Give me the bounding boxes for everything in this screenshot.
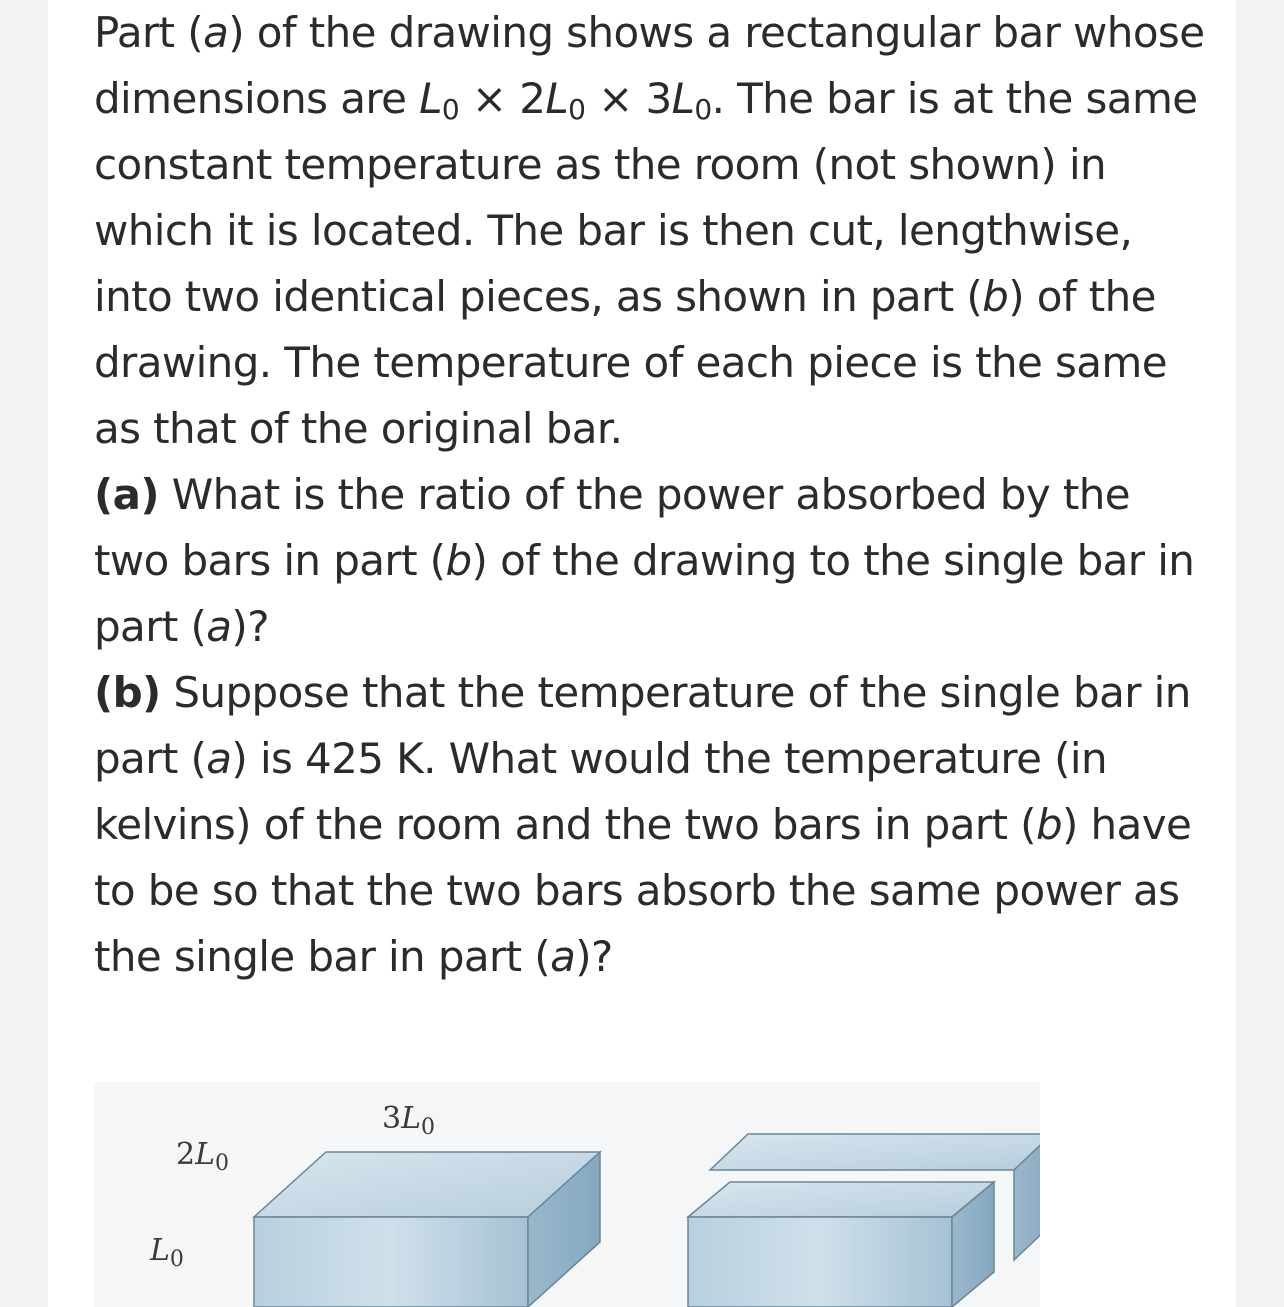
question-part-b (94, 660, 1214, 990)
height-label: $L_0$ (150, 1233, 184, 1272)
bar-diagram (94, 1082, 1040, 1307)
single-bar (254, 1152, 600, 1307)
question-part-a (94, 462, 1214, 660)
question-intro (94, 0, 1214, 462)
part-b-label: (b) (94, 668, 161, 717)
intro-text: . The bar is at the same constant temperature as the room (not shown) in which it is located. The bar is then cut, lengthwise, into two identical pieces, as shown in part ( (94, 74, 1198, 321)
front-half-bar-top-face (688, 1182, 994, 1217)
intro-text: × 3 (585, 74, 672, 123)
front-half-bar-front-face (688, 1217, 952, 1307)
part-b-text: )? (575, 932, 613, 981)
front-half-bar (688, 1182, 994, 1307)
intro-text: ) of the drawing shows a rectangular bar whose dimensions are (94, 8, 1205, 123)
math-subscript: 0 (694, 93, 712, 126)
question-text (94, 0, 1214, 990)
part-ref: a (550, 932, 576, 981)
part-ref: b (1035, 800, 1062, 849)
part-b-text: ) have to be so that the two bars absorb the same power as the single bar in part ( (94, 800, 1192, 981)
bar-figure (94, 1082, 1040, 1307)
length-label: $3L_0$ (382, 1101, 436, 1140)
back-half-bar-top-face (710, 1134, 1040, 1170)
width-label: $2L_0$ (176, 1137, 230, 1176)
intro-part-ref: a (203, 8, 229, 57)
single-bar-front-face (254, 1217, 528, 1307)
part-a-label: (a) (94, 470, 159, 519)
part-ref: a (206, 602, 232, 651)
part-a-text: What is the ratio of the power absorbed by the two bars in part ( (94, 470, 1130, 585)
math-symbol: L (671, 74, 695, 123)
part-a-text: ) of the drawing to the single bar in part ( (94, 536, 1195, 651)
math-subscript: 0 (568, 93, 586, 126)
intro-part-ref: b (982, 272, 1009, 321)
part-b-text: ) is 425 K. What would the temperature (in kelvins) of the room and the two bars in part ( (94, 734, 1107, 849)
part-ref: a (206, 734, 232, 783)
question-page (48, 0, 1236, 1307)
intro-text: Part ( (94, 8, 204, 57)
intro-text: ) of the drawing. The temperature of each piece is the same as that of the original bar. (94, 272, 1167, 453)
part-b-text: Suppose that the temperature of the single bar in part ( (94, 668, 1191, 783)
part-a-text: )? (231, 602, 269, 651)
part-ref: b (445, 536, 472, 585)
math-symbol: L (419, 74, 442, 123)
math-symbol: L (545, 74, 569, 123)
intro-text: × 2 (459, 74, 546, 123)
math-subscript: 0 (441, 93, 460, 126)
